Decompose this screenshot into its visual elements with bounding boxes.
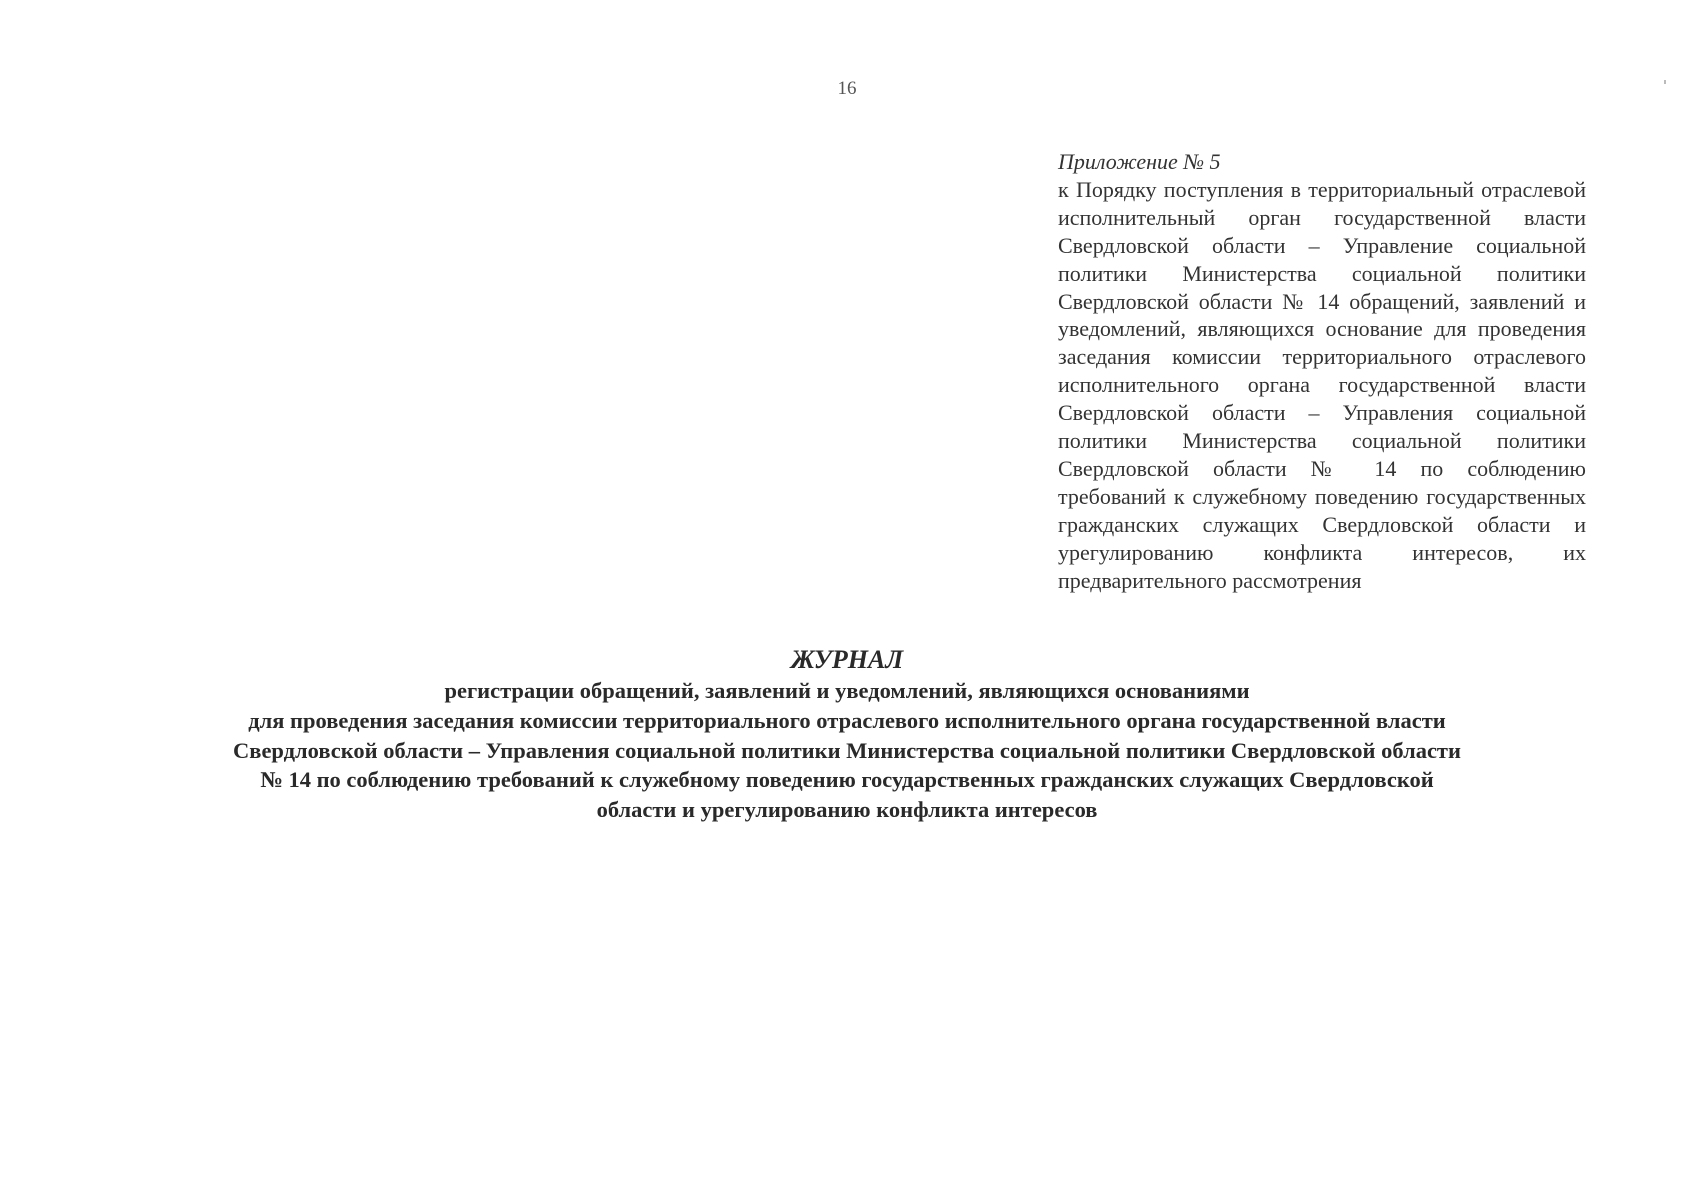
journal-subtitle-line: регистрации обращений, заявлений и уведомлений, являющихся основаниями [444,678,1250,703]
appendix-text: к Порядку поступления в территориальный отраслевой исполнительный орган государственной власти Свердловской области – Управление социальной политики Министерства социальной политики Свердловской области № 14 обращений, заявлений и уведомлений, являющихся основание для проведения заседания комиссии территориального отраслевого исполнительного органа государственной власти Свердловской области – Управления социальной политики Министерства социальной политики Свердловской области № 14 по соблюдению требований к служебному поведению государственных гражданских служащих Свердловской области и урегулированию конфликта интересов, их предварительного рассмотрения [1058,176,1586,593]
journal-subtitle-line: области и урегулированию конфликта интересов [596,797,1098,823]
appendix-label: Приложение № 5 [1058,149,1221,174]
journal-subtitle-line: № 14 по соблюдению требований к служебному поведению государственных гражданских служащих Свердловской [260,767,1434,793]
scan-mark [1664,80,1666,84]
journal-subtitle-line: для проведения заседания комиссии территориального отраслевого исполнительного органа государственной власти [248,707,1446,733]
journal-title-block [0,644,1694,825]
page-number: 16 [837,78,857,99]
journal-title: ЖУРНАЛ [790,645,904,674]
appendix-block [1058,148,1586,595]
journal-subtitle-line: Свердловской области – Управления социальной политики Министерства социальной политики Свердловской области [233,737,1461,763]
